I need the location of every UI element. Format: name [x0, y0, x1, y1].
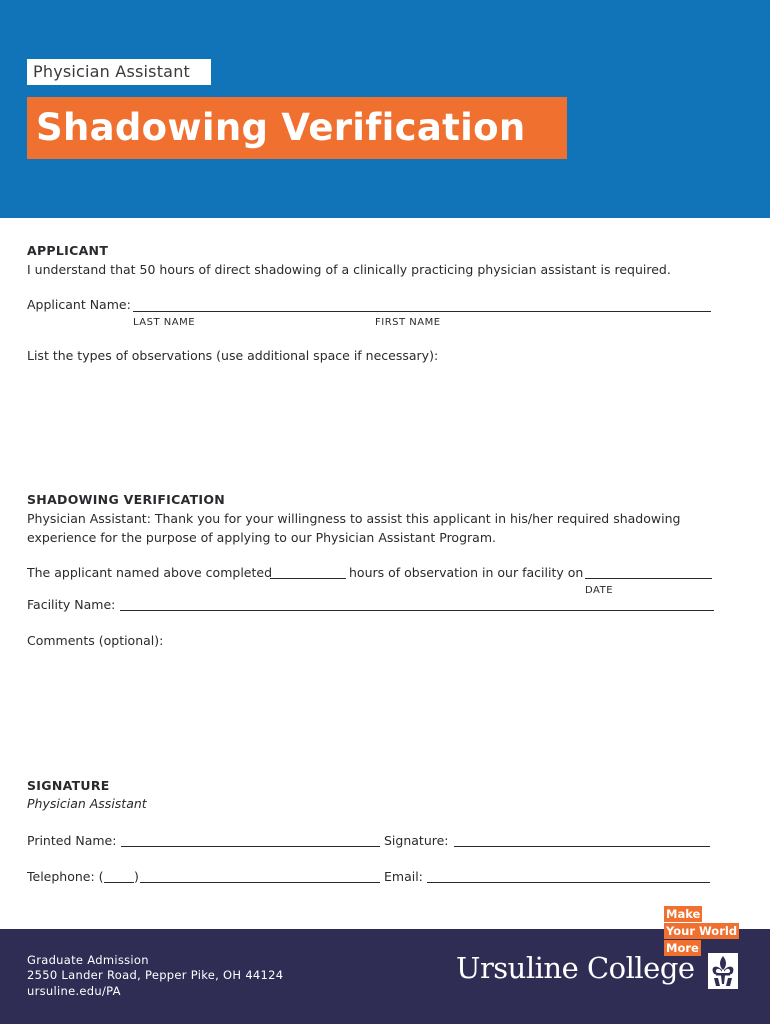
facility-name-field[interactable]	[120, 610, 714, 611]
comments-area[interactable]	[27, 652, 717, 772]
footer-address: 2550 Lander Road, Pepper Pike, OH 44124	[27, 968, 284, 982]
date-caption: DATE	[585, 585, 614, 596]
college-logo-text: Ursuline College	[456, 951, 695, 985]
comments-label: Comments (optional):	[27, 633, 164, 648]
applicant-statement: I understand that 50 hours of direct shadowing of a clinically practicing physician assistant is required.	[27, 262, 671, 277]
telephone-paren: )	[134, 869, 139, 884]
page-title: Shadowing Verification	[27, 97, 567, 159]
applicant-name-label: Applicant Name:	[27, 297, 131, 312]
facility-name-label: Facility Name:	[27, 597, 116, 612]
verification-message-line1: Physician Assistant: Thank you for your willingness to assist this applicant in his/her required shadowing	[27, 511, 681, 526]
observations-label: List the types of observations (use additional space if necessary):	[27, 348, 439, 363]
verification-heading: SHADOWING VERIFICATION	[27, 492, 226, 507]
last-name-caption: LAST NAME	[133, 317, 196, 328]
footer-website: ursuline.edu/PA	[27, 984, 121, 998]
hours-field[interactable]	[270, 578, 346, 579]
tagline-line3: More	[666, 941, 699, 955]
telephone-number-field[interactable]	[140, 882, 380, 883]
applicant-heading: APPLICANT	[27, 243, 109, 258]
applicant-name-field[interactable]	[133, 311, 711, 312]
footer-department: Graduate Admission	[27, 953, 149, 967]
fleur-de-lis-icon	[708, 953, 738, 989]
observations-area[interactable]	[27, 368, 717, 486]
date-field[interactable]	[585, 578, 712, 579]
email-field[interactable]	[427, 882, 710, 883]
program-label: Physician Assistant	[27, 59, 211, 85]
verification-message-line2: experience for the purpose of applying to our Physician Assistant Program.	[27, 530, 496, 545]
telephone-label: Telephone: (	[27, 869, 104, 884]
tagline-line1: Make	[666, 907, 701, 921]
printed-name-field[interactable]	[121, 846, 380, 847]
header-banner	[0, 0, 770, 218]
tagline-line2: Your World	[666, 924, 738, 938]
telephone-area-code-field[interactable]	[104, 882, 134, 883]
first-name-caption: FIRST NAME	[375, 317, 441, 328]
signature-field[interactable]	[454, 846, 710, 847]
signature-heading: SIGNATURE	[27, 778, 110, 793]
printed-name-label: Printed Name:	[27, 833, 117, 848]
signature-label: Signature:	[384, 833, 449, 848]
signature-subheading: Physician Assistant	[27, 796, 147, 811]
completed-prefix: The applicant named above completed	[27, 565, 273, 580]
email-label: Email:	[384, 869, 423, 884]
completed-middle: hours of observation in our facility on	[349, 565, 584, 580]
